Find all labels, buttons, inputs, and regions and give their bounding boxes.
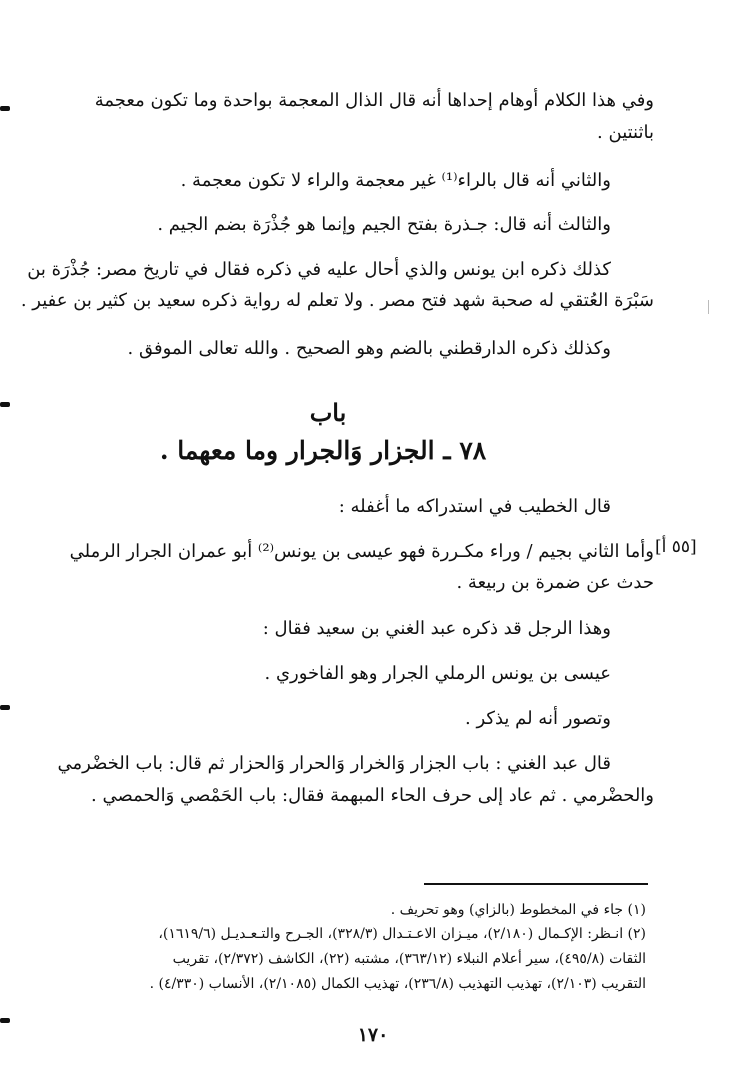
paragraph-line: وكذلك ذكره الدارقطني بالضم وهو الصحيح . والله تعالى الموفق . bbox=[127, 338, 611, 359]
paragraph-line: والثالث أنه قال: جـذرة بفتح الجيم وإنما هو جُذْرَة بضم الجيم . bbox=[157, 214, 611, 235]
paragraph-line: والثاني أنه قال بالراء⁽¹⁾ غير معجمة والراء لا تكون معجمة . bbox=[180, 170, 611, 191]
paragraph-line: قال الخطيب في استدراكه ما أغفله : bbox=[338, 496, 611, 517]
paragraph-line: عيسى بن يونس الرملي الجرار وهو الفاخوري . bbox=[264, 663, 611, 684]
scan-edge-mark bbox=[0, 1018, 10, 1023]
chapter-label: باب bbox=[309, 398, 347, 427]
footnote-line: (٢) انـظر: الإكـمال (٢/١٨٠)، ميـزان الاعـتـدال (٣٢٨/٣)، الجـرح والتـعـديـل (١٦١٩/٦)، bbox=[158, 926, 646, 942]
paragraph-line: باثنتين . bbox=[597, 122, 654, 143]
scan-edge-mark bbox=[0, 705, 10, 710]
footnote-separator bbox=[424, 883, 648, 885]
paragraph-line: والحضْرمي . ثم عاد إلى حرف الحاء المبهمة فقال: باب الحَمْصي وَالحمصي . bbox=[91, 785, 654, 806]
paragraph-line: حدث عن ضمرة بن ربيعة . bbox=[456, 572, 654, 593]
margin-folio-marker: [٥٥ أ] bbox=[655, 537, 697, 557]
paragraph-line: كذلك ذكره ابن يونس والذي أحال عليه في ذكره فقال في تاريخ مصر: جُذْرَة بن bbox=[27, 259, 611, 280]
page-number: ١٧٠ bbox=[357, 1024, 389, 1046]
paragraph-line: وتصور أنه لم يذكر . bbox=[465, 708, 611, 729]
footnote-line: (١) جاء في المخطوط (بالزاي) وهو تحريف . bbox=[390, 902, 646, 918]
paragraph-line: قال عبد الغني : باب الجزار وَالخرار وَالحرار وَالحزار ثم قال: باب الخضْرمي bbox=[57, 753, 611, 774]
paragraph-line: وأما الثاني بجيم / وراء مكـررة فهو عيسى بن يونس⁽²⁾ أبو عمران الجرار الرملي bbox=[69, 541, 654, 562]
scan-artifact bbox=[708, 300, 709, 314]
paragraph-line: سَبْرَة العُتقي له صحبة شهد فتح مصر . ولا تعلم له رواية ذكره سعيد بن كثير بن عفير . bbox=[20, 290, 654, 311]
footnote-line: الثقات (٤٩٥/٨)، سير أعلام النبلاء (٣٦٣/١٢)، مشتبه (٢٢)، الكاشف (٢/٣٧٢)، تقريب bbox=[172, 951, 646, 967]
paragraph-line: وهذا الرجل قد ذكره عبد الغني بن سعيد فقال : bbox=[262, 618, 611, 639]
scan-edge-mark bbox=[0, 106, 10, 111]
footnote-line: التقريب (٢/١٠٣)، تهذيب التهذيب (٢٣٦/٨)، تهذيب الكمال (٢/١٠٨٥)، الأنساب (٤/٣٣٠) . bbox=[149, 976, 646, 992]
section-title: ٧٨ ـ الجزار وَالجرار وما معهما . bbox=[159, 436, 487, 465]
paragraph-line: وفي هذا الكلام أوهام إحداها أنه قال الذال المعجمة بواحدة وما تكون معجمة bbox=[94, 90, 654, 111]
